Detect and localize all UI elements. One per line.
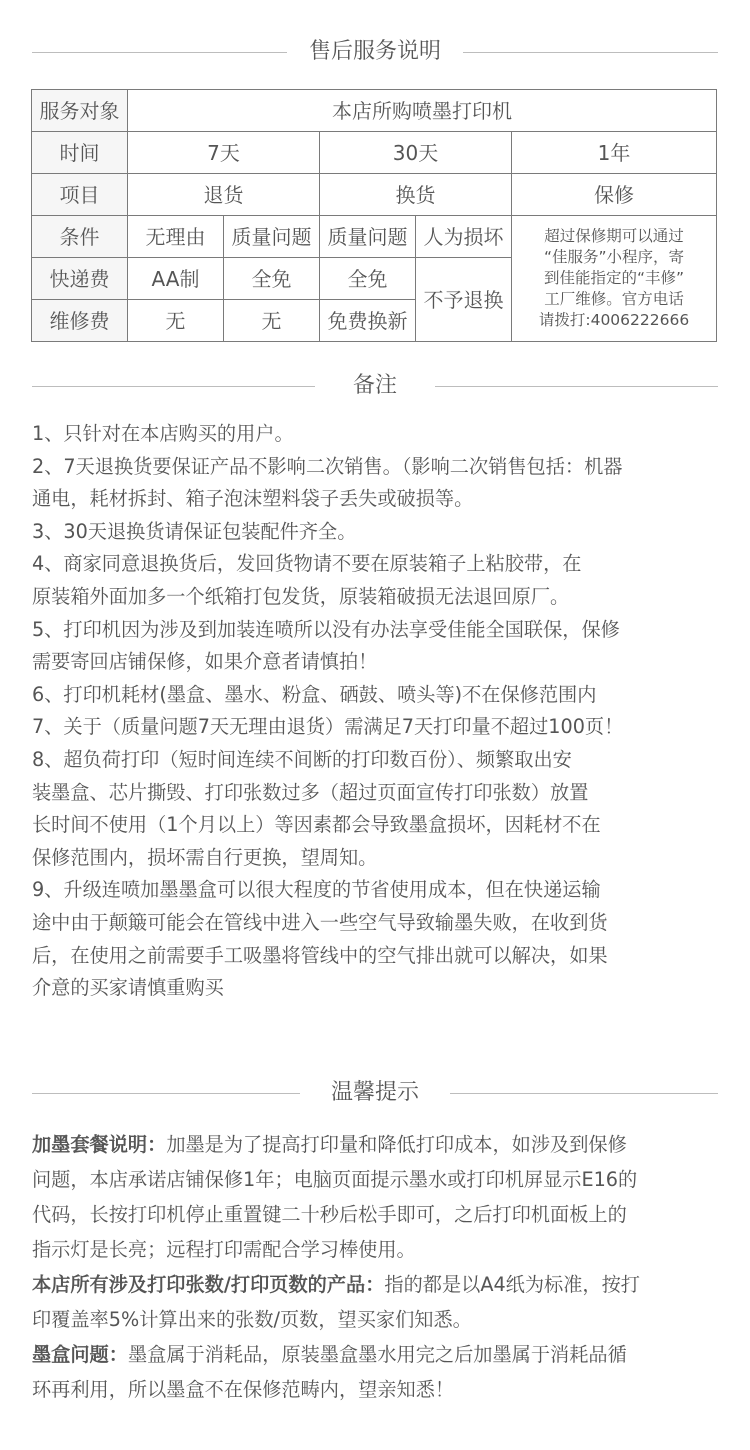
item-warranty: 保修: [512, 174, 717, 216]
note-line: 需要寄回店铺保修，如果介意者请慎拍！: [32, 650, 378, 674]
time-30-days: 30天: [320, 132, 512, 174]
note-line: 5、打印机因为涉及到加装连喷所以没有办法享受佳能全国联保，保修: [32, 617, 620, 641]
note-line: 后，在使用之前需要手工吸墨将管线中的空气排出就可以解决，如果: [32, 943, 608, 967]
tip-line: 问题，本店承诺店铺保修1年；电脑页面提示墨水或打印机屏显示E16的: [32, 1168, 638, 1191]
repair-cell: 无: [224, 300, 320, 342]
condition-cell: 无理由: [128, 216, 224, 258]
time-label: 时间: [32, 132, 128, 174]
tip-line: [32, 1267, 722, 1302]
no-return-cell: 不予退换: [416, 258, 512, 342]
warranty-note-line: 工厂维修。官方电话: [544, 290, 684, 308]
section-title: 温馨提示: [330, 1080, 419, 1105]
warranty-note-line: 到佳能指定的“丰修”: [544, 269, 685, 287]
tip-line: 指示灯是长亮；远程打印需配合学习棒使用。: [32, 1238, 416, 1261]
service-table: [31, 89, 717, 342]
note-line: 通电，耗材拆封、箱子泡沫塑料袋子丢失或破损等。: [32, 487, 474, 511]
time-7-days: 7天: [128, 132, 320, 174]
note-line: 3、30天退换货请保证包装配件齐全。: [32, 519, 357, 543]
note-line: 保修范围内，损坏需自行更换，望周知。: [32, 845, 378, 869]
table-row: [32, 216, 717, 258]
tip-text: 指的都是以A4纸为标准，按打: [384, 1273, 640, 1296]
tip-heading: 本店所有涉及打印张数/打印页数的产品：: [32, 1273, 385, 1296]
note-line: 6、打印机耗材(墨盒、墨水、粉盒、硒鼓、喷头等)不在保修范围内: [32, 682, 597, 706]
table-row: [32, 132, 717, 174]
divider-line: [435, 386, 718, 387]
condition-cell: 质量问题: [320, 216, 416, 258]
service-object-value: 本店所购喷墨打印机: [128, 90, 717, 132]
notes-list: [32, 418, 722, 1005]
repair-cell: 无: [128, 300, 224, 342]
tip-text: 墨盒属于消耗品，原装墨盒墨水用完之后加墨属于消耗品循: [127, 1343, 627, 1366]
section-divider-notes: [32, 366, 718, 406]
note-line: 1、只针对在本店购买的用户。: [32, 422, 294, 445]
note-line: 原装箱外面加多一个纸箱打包发货，原装箱破损无法退回原厂。: [32, 584, 570, 608]
divider-line: [463, 52, 718, 53]
item-label: 项目: [32, 174, 128, 216]
tip-line: 环再利用，所以墨盒不在保修范畴内，望亲知悉！: [32, 1378, 455, 1401]
section-title: 备注: [352, 373, 397, 398]
shipping-cell: 全免: [224, 258, 320, 300]
tips-block: [32, 1127, 722, 1407]
service-object-label: 服务对象: [32, 90, 128, 132]
tip-line: [32, 1337, 722, 1372]
tip-heading: 墨盒问题：: [32, 1343, 128, 1366]
shipping-label: 快递费: [32, 258, 128, 300]
time-1-year: 1年: [512, 132, 717, 174]
table-row: [32, 174, 717, 216]
warranty-note-line: 请拨打:4006222666: [538, 311, 690, 329]
condition-label: 条件: [32, 216, 128, 258]
tip-text: 加墨是为了提高打印量和降低打印成本，如涉及到保修: [166, 1133, 627, 1156]
section-divider-after-sales: [32, 32, 718, 72]
note-line: 长时间不使用（1个月以上）等因素都会导致墨盒损坏，因耗材不在: [32, 813, 601, 837]
divider-line: [450, 1093, 718, 1094]
note-line: 7、关于（质量问题7天无理由退货）需满足7天打印量不超过100页！: [32, 715, 624, 739]
note-line: 装墨盒、芯片撕毁、打印张数过多（超过页面宣传打印张数）放置: [32, 780, 589, 804]
shipping-cell: 全免: [320, 258, 416, 300]
warranty-note-line: 超过保修期可以通过: [544, 227, 684, 245]
tip-line: 代码，长按打印机停止重置键二十秒后松手即可，之后打印机面板上的: [32, 1203, 627, 1226]
repair-cell: 免费换新: [320, 300, 416, 342]
tip-line: 印覆盖率5%计算出来的张数/页数，望买家们知悉。: [32, 1308, 472, 1331]
condition-cell: 人为损坏: [416, 216, 512, 258]
tip-line: [32, 1127, 722, 1162]
section-divider-tips: [32, 1073, 718, 1113]
condition-cell: 质量问题: [224, 216, 320, 258]
warranty-note-line: “佳服务”小程序，寄: [544, 248, 685, 266]
item-exchange: 换货: [320, 174, 512, 216]
section-title: 售后服务说明: [308, 39, 441, 64]
note-line: 2、7天退换货要保证产品不影响二次销售。（影响二次销售包括：机器: [32, 454, 623, 478]
note-line: 9、升级连喷加墨墨盒可以很大程度的节省使用成本，但在快递运输: [32, 878, 601, 902]
table-row: [32, 90, 717, 132]
note-line: 8、超负荷打印（短时间连续不间断的打印数百份）、频繁取出安: [32, 747, 572, 771]
repair-label: 维修费: [32, 300, 128, 342]
shipping-cell: AA制: [128, 258, 224, 300]
note-line: 介意的买家请慎重购买: [32, 976, 224, 1000]
warranty-note: [512, 216, 717, 342]
note-line: 4、商家同意退换货后，发回货物请不要在原装箱子上粘胶带，在: [32, 552, 582, 576]
item-return: 退货: [128, 174, 320, 216]
note-line: 途中由于颠簸可能会在管线中进入一些空气导致输墨失败，在收到货: [32, 910, 608, 934]
tip-heading: 加墨套餐说明：: [32, 1133, 167, 1156]
